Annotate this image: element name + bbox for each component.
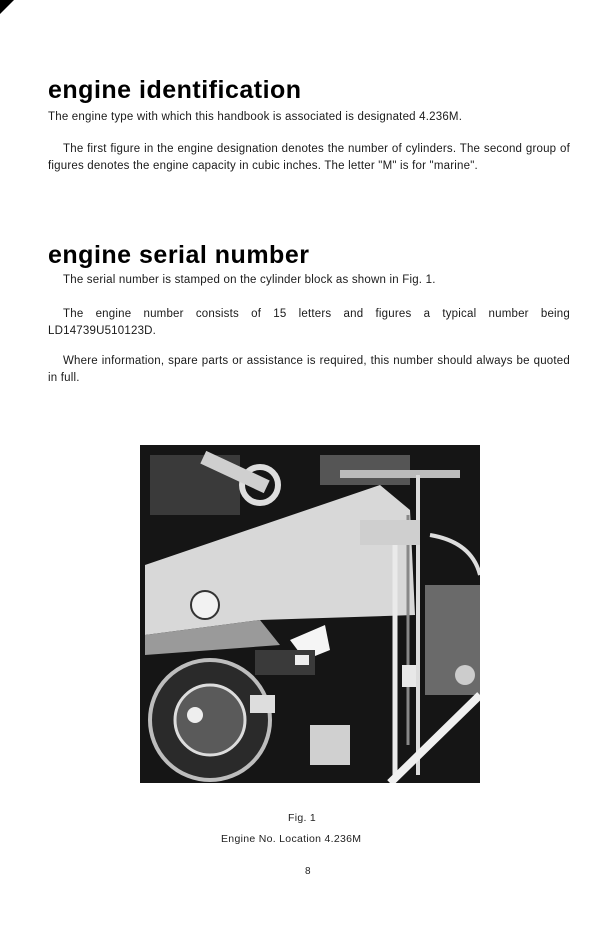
figure-label: Fig. 1: [288, 812, 317, 824]
heading-engine-serial-number: engine serial number: [48, 241, 310, 269]
figure-caption: Engine No. Location 4.236M: [221, 833, 362, 845]
page-number: 8: [305, 866, 311, 877]
engine-photo-illustration: [140, 445, 480, 783]
paragraph-serial-location: The serial number is stamped on the cylinder block as shown in Fig. 1.: [63, 274, 436, 286]
heading-engine-identification: engine identification: [48, 76, 302, 104]
paragraph-serial-format: The engine number consists of 15 letters and figures a typical number being LD14739U510123D.: [48, 308, 570, 337]
engine-photo: [140, 445, 480, 783]
paragraph-engine-type: The engine type with which this handbook is associated is designated 4.236M.: [48, 111, 463, 123]
scan-corner-mark: [0, 0, 14, 14]
paragraph-quote-number: Where information, spare parts or assistance is required, this number should always be quoted in full.: [48, 355, 570, 384]
paragraph-engine-designation: The first figure in the engine designation denotes the number of cylinders. The second group of figures denotes the engine capacity in cubic inches. The letter "M" is for "marine".: [48, 143, 570, 172]
